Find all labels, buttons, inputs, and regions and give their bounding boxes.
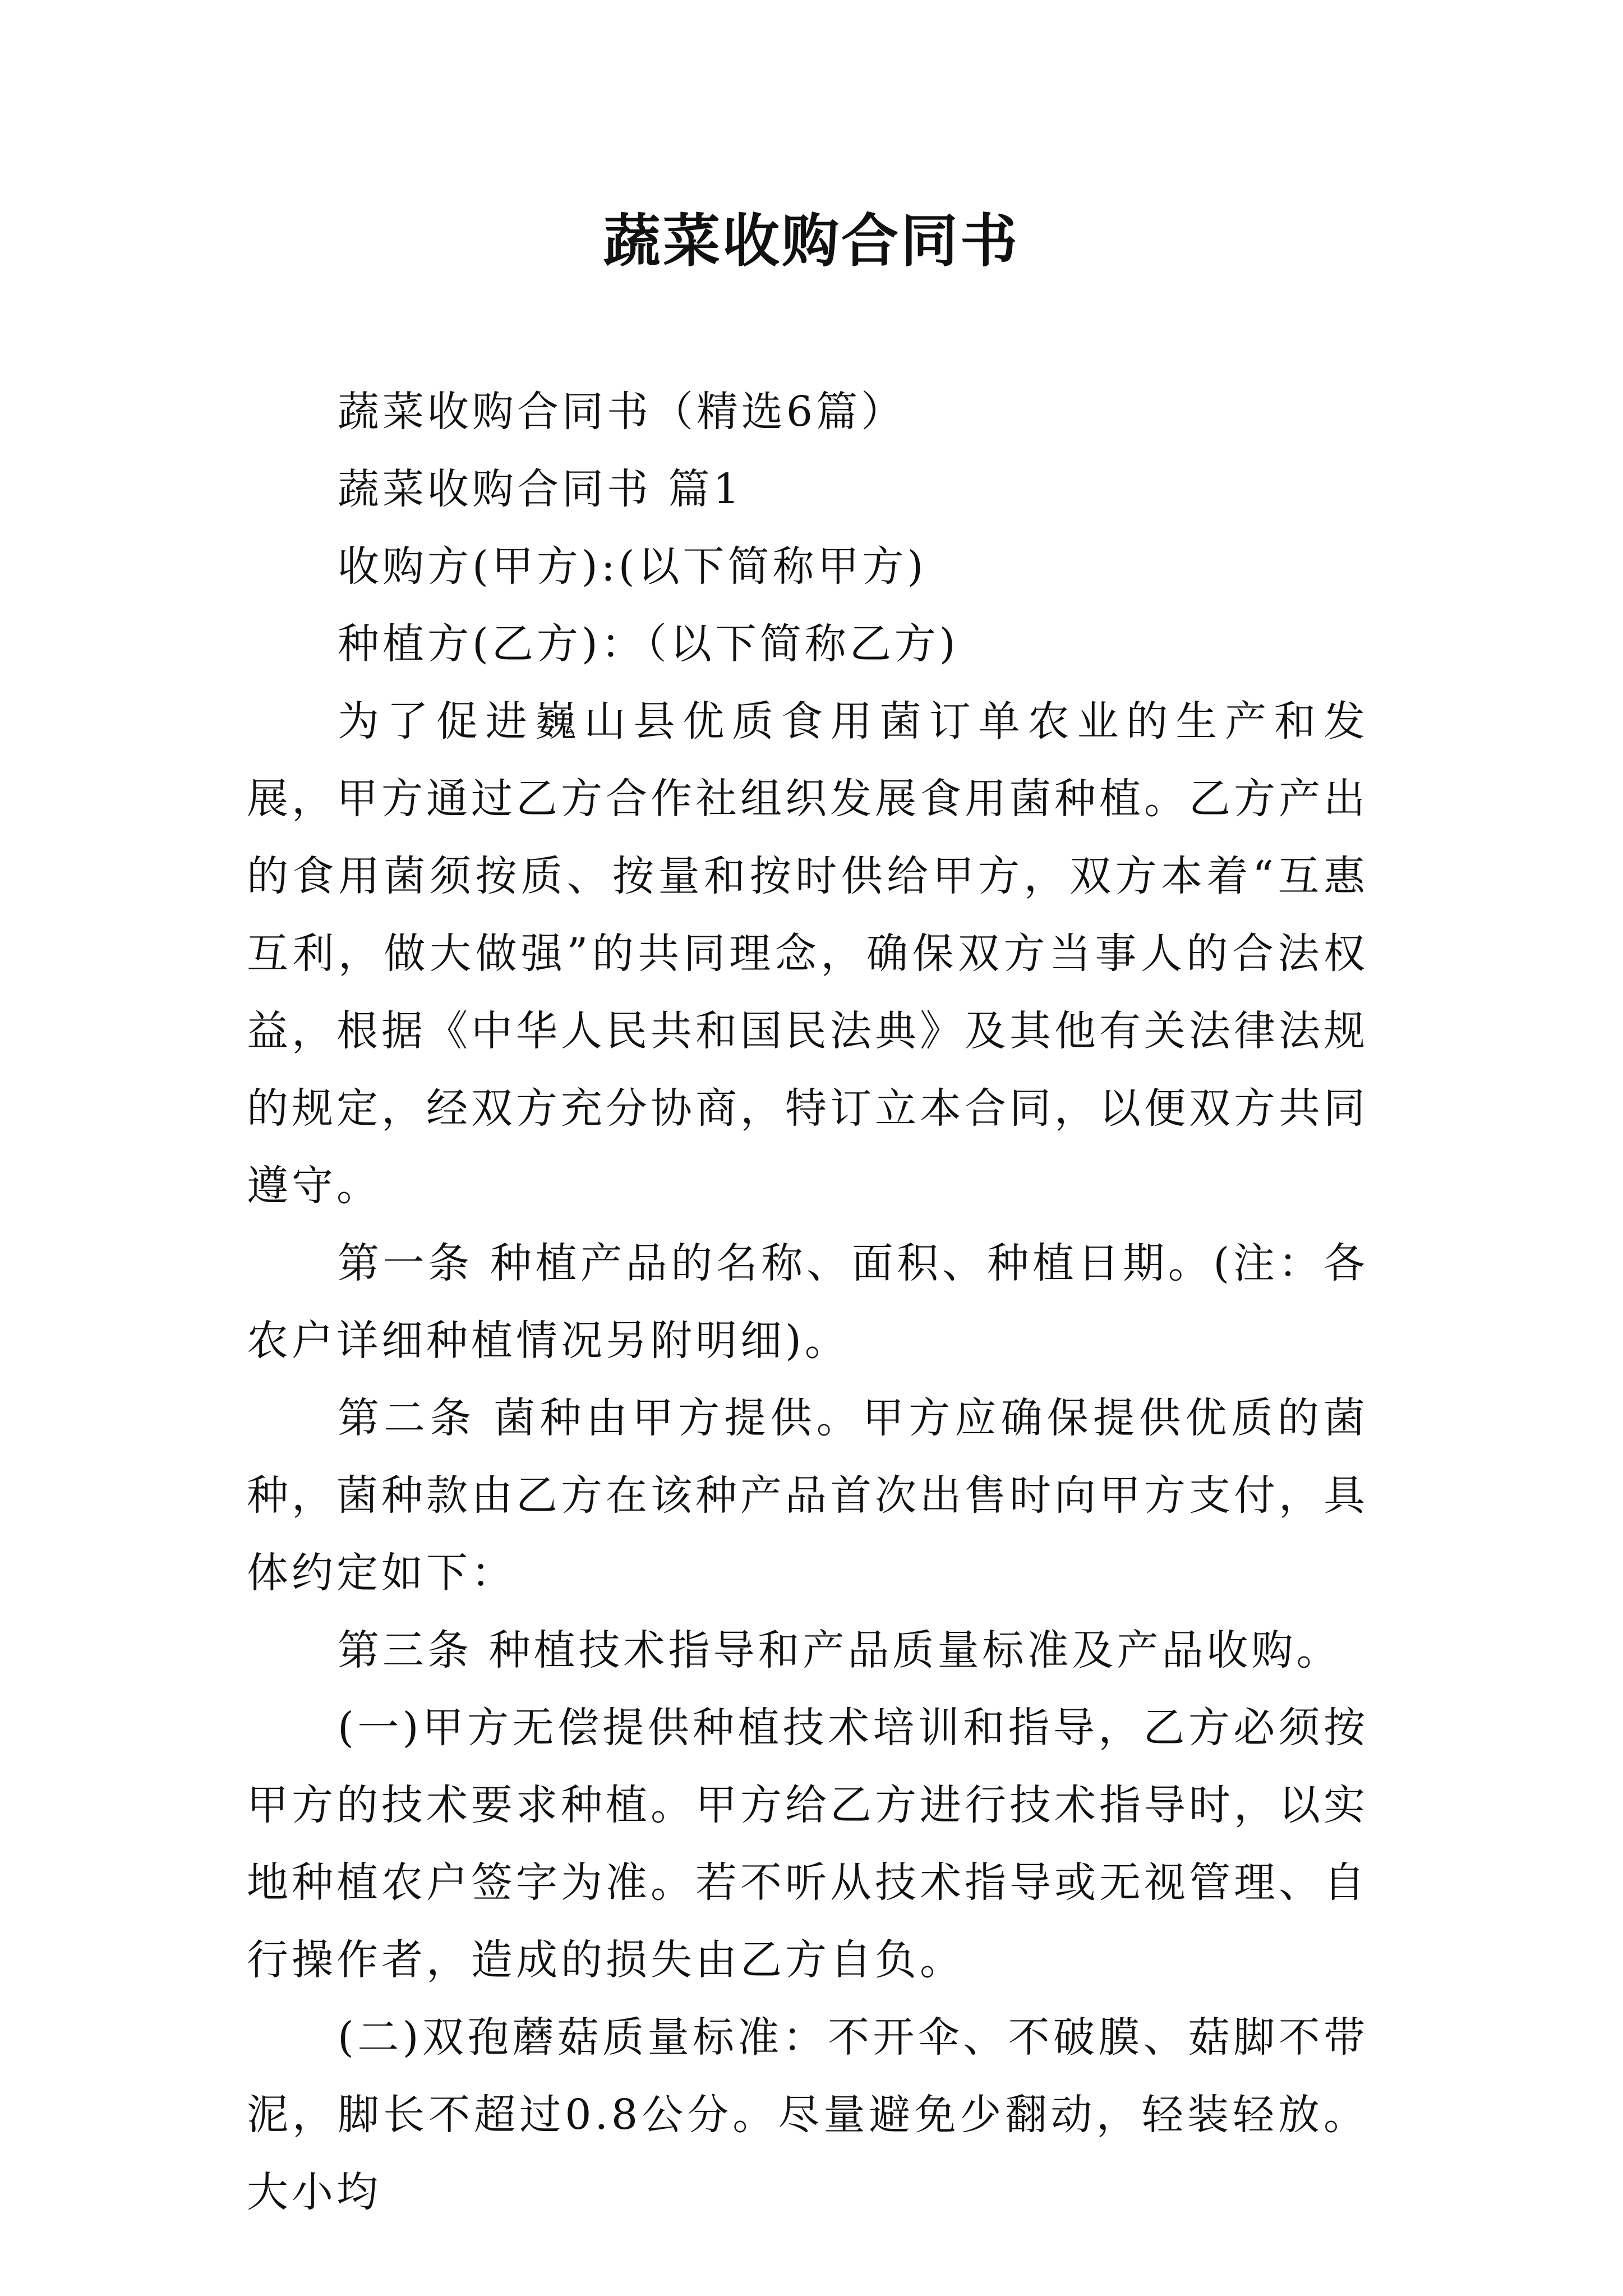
document-body xyxy=(247,373,1368,2231)
paragraph-clause-2: (二)双孢蘑菇质量标准：不开伞、不破膜、菇脚不带泥，脚长不超过0.8公分。尽量避免少翻动，轻装轻放。大小均 xyxy=(247,2013,1368,2216)
paragraph-preamble: 为了促进巍山县优质食用菌订单农业的生产和发展，甲方通过乙方合作社组织发展食用菌种植。乙方产出的食用菌须按质、按量和按时供给甲方，双方本着“互惠互利，做大做强”的共同理念，确保双方当事人的合法权益，根据《中华人民共和国民法典》及其他有关法律法规的规定，经双方充分协商，特订立本合同，以便双方共同遵守。 xyxy=(247,697,1368,1210)
paragraph-article-1: 第一条 种植产品的名称、面积、种植日期。(注：各农户详细种植情况另附明细)。 xyxy=(247,1239,1368,1365)
paragraph-section-heading: 蔬菜收购合同书 篇1 xyxy=(338,465,743,513)
paragraph-article-3: 第三条 种植技术指导和产品质量标准及产品收购。 xyxy=(338,1626,1341,1674)
paragraph-subtitle: 蔬菜收购合同书（精选6篇） xyxy=(338,388,906,436)
paragraph-clause-1: (一)甲方无偿提供种植技术培训和指导，乙方必须按甲方的技术要求种植。甲方给乙方进行技术指导时，以实地种植农户签字为准。若不听从技术指导或无视管理、自行操作者，造成的损失由乙方自负。 xyxy=(247,1704,1368,1984)
document-title: 蔬菜收购合同书 xyxy=(603,208,1020,275)
paragraph-party-a: 收购方(甲方):(以下简称甲方) xyxy=(338,542,927,591)
paragraph-article-2: 第二条 菌种由甲方提供。甲方应确保提供优质的菌种，菌种款由乙方在该种产品首次出售时向甲方支付，具体约定如下： xyxy=(247,1394,1368,1597)
paragraph-party-b: 种植方(乙方)：（以下简称乙方) xyxy=(338,620,959,668)
